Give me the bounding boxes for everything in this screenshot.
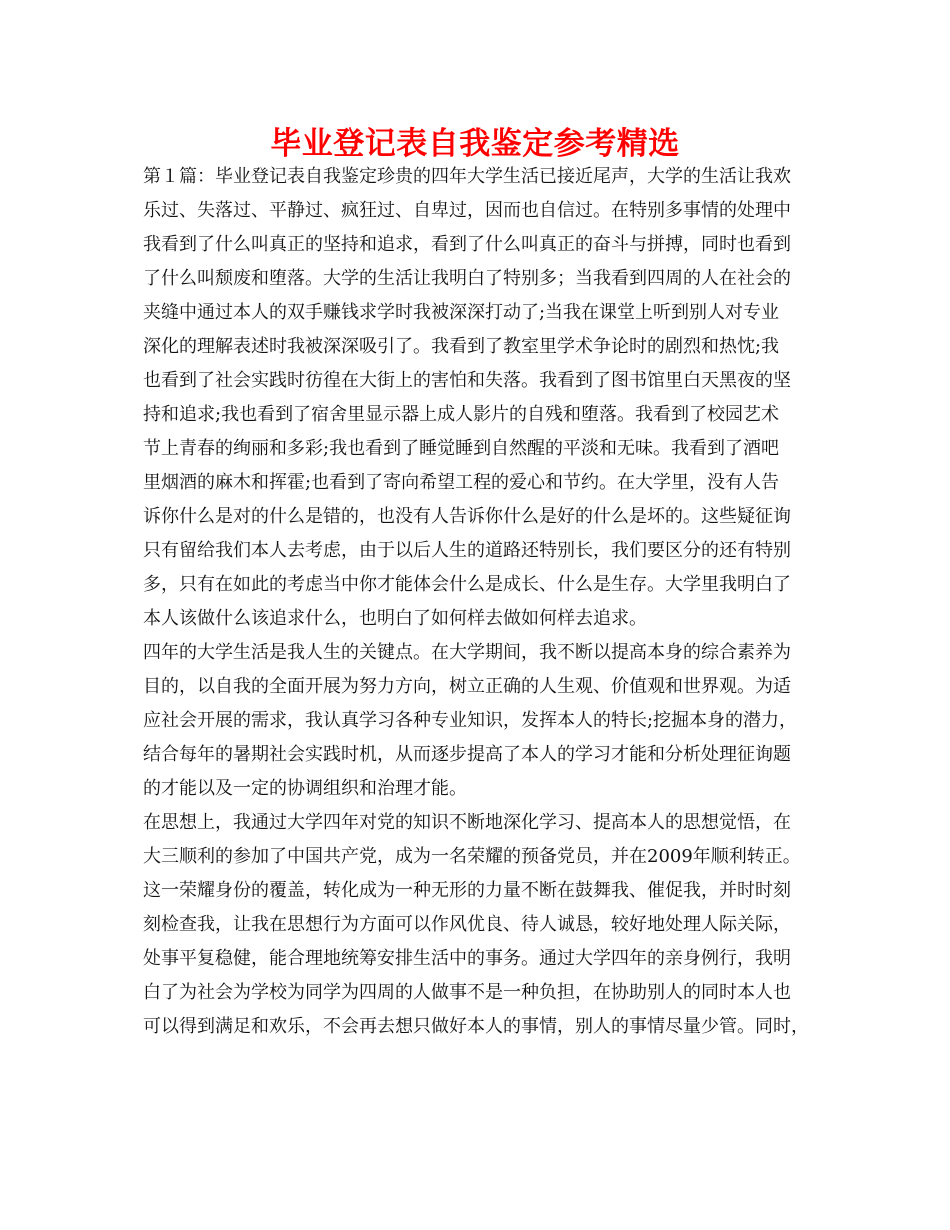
text-line: 本人该做什么该追求什么，也明白了如何样去做如何样去追求。	[143, 608, 647, 629]
text-line: 目的，以自我的全面开展为努力方向，树立正确的人生观、价值观和世界观。为适	[143, 676, 791, 697]
document-title: 毕业登记表自我鉴定参考精选	[270, 126, 680, 162]
text-line: 深化的理解表述时我被深深吸引了。我看到了教室里学术争论时的剧烈和热忱;我	[143, 336, 780, 357]
text-line: 只有留给我们本人去考虑，由于以后人生的道路还特别长，我们要区分的还有特别	[143, 540, 791, 561]
text-line: 里烟酒的麻木和挥霍;也看到了寄向希望工程的爱心和节约。在大学里，没有人告	[143, 472, 780, 493]
text-line: 应社会开展的需求，我认真学习各种专业知识，发挥本人的特长;挖掘本身的潜力，	[143, 710, 798, 731]
text-line: 白了为社会为学校为同学为四周的人做事不是一种负担，在协助别人的同时本人也	[143, 982, 791, 1003]
text-line: 了什么叫颓废和堕落。大学的生活让我明白了特别多；当我看到四周的人在社会的	[143, 268, 791, 289]
text-line: 也看到了社会实践时彷徨在大街上的害怕和失落。我看到了图书馆里白天黑夜的坚	[143, 370, 791, 391]
text-line: 诉你什么是对的什么是错的，也没有人告诉你什么是好的什么是坏的。这些疑征询	[143, 506, 791, 527]
text-line: 多，只有在如此的考虑当中你才能体会什么是成长、什么是生存。大学里我明白了	[143, 574, 791, 595]
text-line: 夹缝中通过本人的双手赚钱求学时我被深深打动了;当我在课堂上听到别人对专业	[143, 302, 780, 323]
text-line: 在思想上，我通过大学四年对党的知识不断地深化学习、提高本人的思想觉悟，在	[143, 812, 791, 833]
text-line: 结合每年的暑期社会实践时机，从而逐步提高了本人的学习才能和分析处理征询题	[143, 744, 791, 765]
text-line: 可以得到满足和欢乐，不会再去想只做好本人的事情，别人的事情尽量少管。同时，	[143, 1016, 809, 1037]
text-line: 的才能以及一定的协调组织和治理才能。	[143, 778, 467, 799]
text-line: 乐过、失落过、平静过、疯狂过、自卑过，因而也自信过。在特别多事情的处理中	[143, 200, 791, 221]
text-line: 大三顺利的参加了中国共产党，成为一名荣耀的预备党员，并在2009年顺利转正。	[143, 846, 801, 867]
text-line: 这一荣耀身份的覆盖，转化成为一种无形的力量不断在鼓舞我、催促我，并时时刻	[143, 880, 791, 901]
text-line: 持和追求;我也看到了宿舍里显示器上成人影片的自残和堕落。我看到了校园艺术	[143, 404, 780, 425]
text-line: 节上青春的绚丽和多彩;我也看到了睡觉睡到自然醒的平淡和无味。我看到了酒吧	[143, 438, 780, 459]
text-line: 第１篇：毕业登记表自我鉴定珍贵的四年大学生活已接近尾声，大学的生活让我欢	[143, 166, 791, 187]
document-body	[143, 160, 823, 1044]
text-line: 处事平复稳健，能合理地统筹安排生活中的事务。通过大学四年的亲身例行，我明	[143, 948, 791, 969]
text-line: 我看到了什么叫真正的坚持和追求，看到了什么叫真正的奋斗与拼搏，同时也看到	[143, 234, 791, 255]
text-line: 四年的大学生活是我人生的关键点。在大学期间，我不断以提高本身的综合素养为	[143, 642, 791, 663]
text-line: 刻检查我，让我在思想行为方面可以作风优良、待人诚恳，较好地处理人际关际，	[143, 914, 791, 935]
